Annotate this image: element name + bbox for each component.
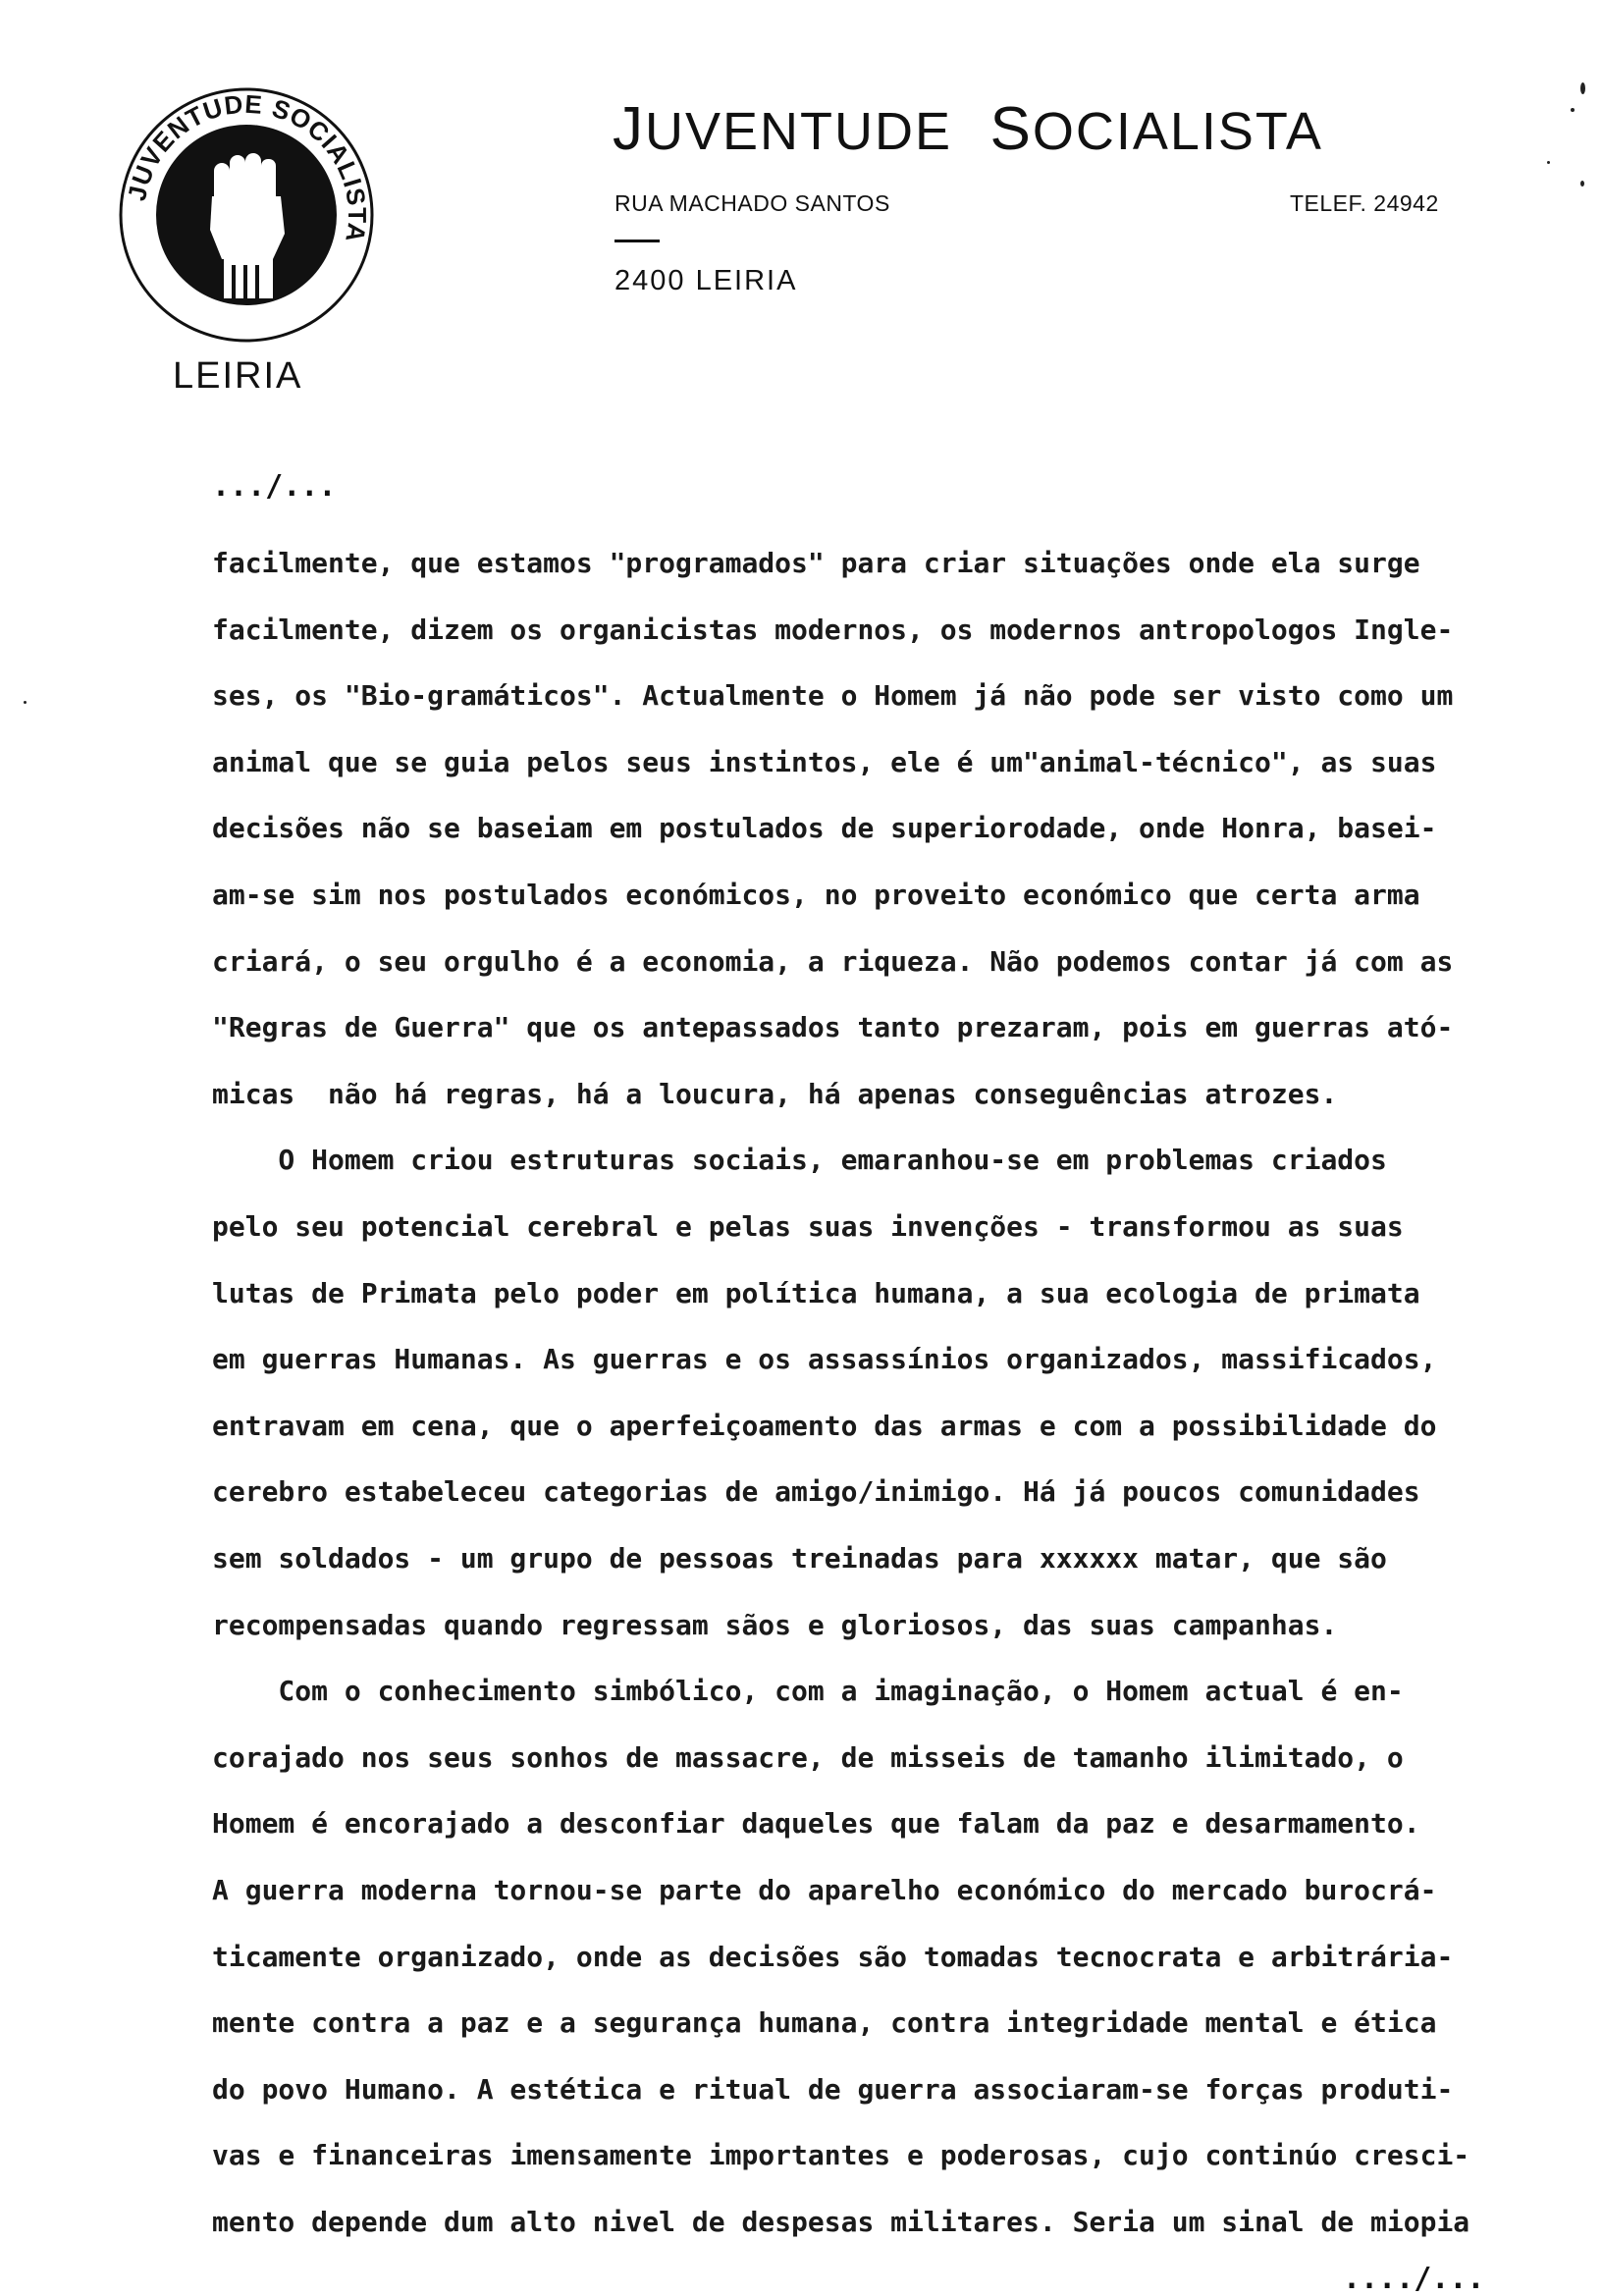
scan-speck: [1571, 108, 1575, 112]
body-line: vas e financeiras imensamente importantes e poderosas, cujo continúo cresci-: [212, 2139, 1470, 2172]
body-line: do povo Humano. A estética e ritual de guerra associaram-se forças produti-: [212, 2072, 1454, 2106]
title-initial-j: J: [613, 95, 645, 163]
body-line: facilmente, que estamos "programados" para criar situações onde ela surge: [212, 547, 1420, 579]
postcode-city: 2400 LEIRIA: [614, 265, 798, 296]
body-line: corajado nos seus sonhos de massacre, de misseis de tamanho ilimitado, o: [212, 1740, 1404, 1774]
body-line: entravam em cena, que o aperfeiçoamento das armas e com a possibilidade do: [212, 1409, 1437, 1442]
body-line: micas não há regras, há a loucura, há apenas conseguências atrozes.: [212, 1077, 1338, 1110]
scan-speck: [24, 701, 27, 704]
body-line: Com o conhecimento simbólico, com a imaginação, o Homem actual é en-: [212, 1675, 1404, 1708]
continuation-mark-bottom: ..../...: [1343, 2262, 1485, 2296]
body-line: pelo seu potencial cerebral e pelas suas invenções - transformou as suas: [212, 1210, 1404, 1243]
organization-title: [613, 94, 1323, 164]
body-line: cerebro estabeleceu categorias de amigo/inimigo. Há já poucos comunidades: [212, 1475, 1420, 1509]
body-line: ticamente organizado, onde as decisões são tomadas tecnocrata e arbitrária-: [212, 1940, 1454, 1973]
body-line: sem soldados - um grupo de pessoas treinadas para xxxxxx matar, que são: [212, 1542, 1387, 1575]
logo-ring-text: JUVENTUDE SOCIALISTA: [122, 88, 373, 245]
scan-speck: [1580, 82, 1585, 94]
body-line: animal que se guia pelos seus instintos, ele é um"animal-técnico", as suas: [212, 745, 1437, 778]
body-line: O Homem criou estruturas sociais, emaranhou-se em problemas criados: [212, 1144, 1387, 1177]
title-rest-juventude: UVENTUDE: [645, 102, 953, 161]
body-line: "Regras de Guerra" que os antepassados tanto prezaram, pois em guerras ató-: [212, 1011, 1454, 1044]
phone-number: TELEF. 24942: [1290, 190, 1439, 216]
fist-logo-icon: [118, 86, 375, 344]
logo-city-label: LEIRIA: [173, 355, 303, 397]
address-divider: [614, 240, 660, 242]
title-rest-socialista: OCIALISTA: [1032, 102, 1323, 161]
body-line: Homem é encorajado a desconfiar daqueles que falam da paz e desarmamento.: [212, 1807, 1420, 1841]
scan-speck: [1580, 181, 1584, 187]
street-address: RUA MACHADO SANTOS: [614, 190, 890, 216]
scan-speck: [1547, 161, 1550, 164]
body-line: mento depende dum alto nivel de despesas militares. Seria um sinal de miopia: [212, 2206, 1470, 2238]
body-line: decisões não se baseiam em postulados de superiorodade, onde Honra, basei-: [212, 812, 1437, 845]
title-initial-s: S: [989, 95, 1033, 163]
body-line: criará, o seu orgulho é a economia, a riqueza. Não podemos contar já com as: [212, 944, 1454, 978]
body-line: em guerras Humanas. As guerras e os assassínios organizados, massificados,: [212, 1343, 1437, 1376]
body-line: lutas de Primata pelo poder em política humana, a sua ecologia de primata: [212, 1276, 1420, 1309]
body-line: A guerra moderna tornou-se parte do aparelho económico do mercado burocrá-: [212, 1874, 1437, 1906]
body-line: facilmente, dizem os organicistas modernos, os modernos antropologos Ingle-: [212, 613, 1454, 646]
body-line: am-se sim nos postulados económicos, no proveito económico que certa arma: [212, 879, 1420, 911]
body-line: recompensadas quando regressam sãos e gloriosos, das suas campanhas.: [212, 1608, 1338, 1641]
body-line: mente contra a paz e a segurança humana, contra integridade mental e ética: [212, 2006, 1437, 2040]
body-line: ses, os "Bio-gramáticos". Actualmente o Homem já não pode ser visto como um: [212, 679, 1454, 713]
continuation-mark-top: .../...: [212, 469, 337, 504]
